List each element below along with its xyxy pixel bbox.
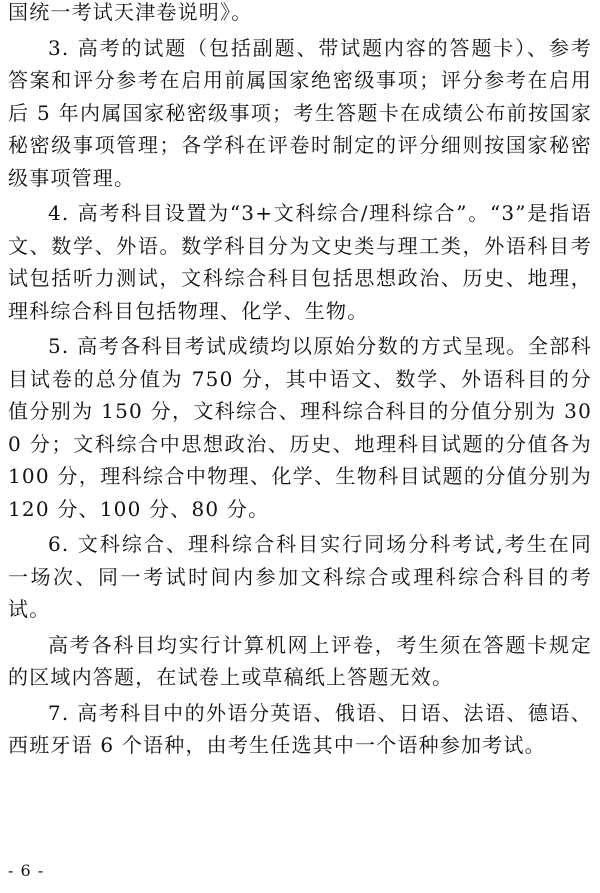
paragraph-item-4: 4. 高考科目设置为“3+文科综合/理科综合”。“3”是指语文、数学、外语。数学科目分为文史类与理工类，外语科目考试包括听力测试，文科综合科目包括思想政治、历史、地理，理科综合科目包括物理、化学、生物。 (8, 201, 592, 323)
paragraph-item-6: 6. 文科综合、理科综合科目实行同场分科考试,考生在同一场次、同一考试时间内参加文科综合或理科综合科目的考试。 (8, 532, 592, 621)
page-number: - 6 - (8, 861, 45, 880)
paragraph-item-5: 5. 高考各科目考试成绩均以原始分数的方式呈现。全部科目试卷的总分值为 750 分，其中语文、数学、外语科目的分值分别为 150 分，文科综合、理科综合科目的分值分别为 300 分；文科综合中思想政治、历史、地理科目试题的分值各为 100 分，理科综合中物理、化学、生物科目试题的分值分别为 120 分、100 分、80 分。 (8, 334, 592, 521)
paragraph-online-marking: 高考各科目均实行计算机网上评卷，考生须在答题卡规定的区域内答题，在试卷上或草稿纸上答题无效。 (8, 632, 592, 689)
paragraph-continuation: 国统一考试天津卷说明》。 (8, 0, 253, 24)
paragraph-item-7: 7. 高考科目中的外语分英语、俄语、日语、法语、德语、西班牙语 6 个语种，由考生任选其中一个语种参加考试。 (8, 700, 592, 757)
paragraph-item-3: 3. 高考的试题（包括副题、带试题内容的答题卡）、参考答案和评分参考在启用前属国家绝密级事项；评分参考在启用后 5 年内属国家秘密级事项；考生答题卡在成绩公布前按国家秘密级事项管理；各学科在评卷时制定的评分细则按国家秘密级事项管理。 (8, 35, 592, 190)
